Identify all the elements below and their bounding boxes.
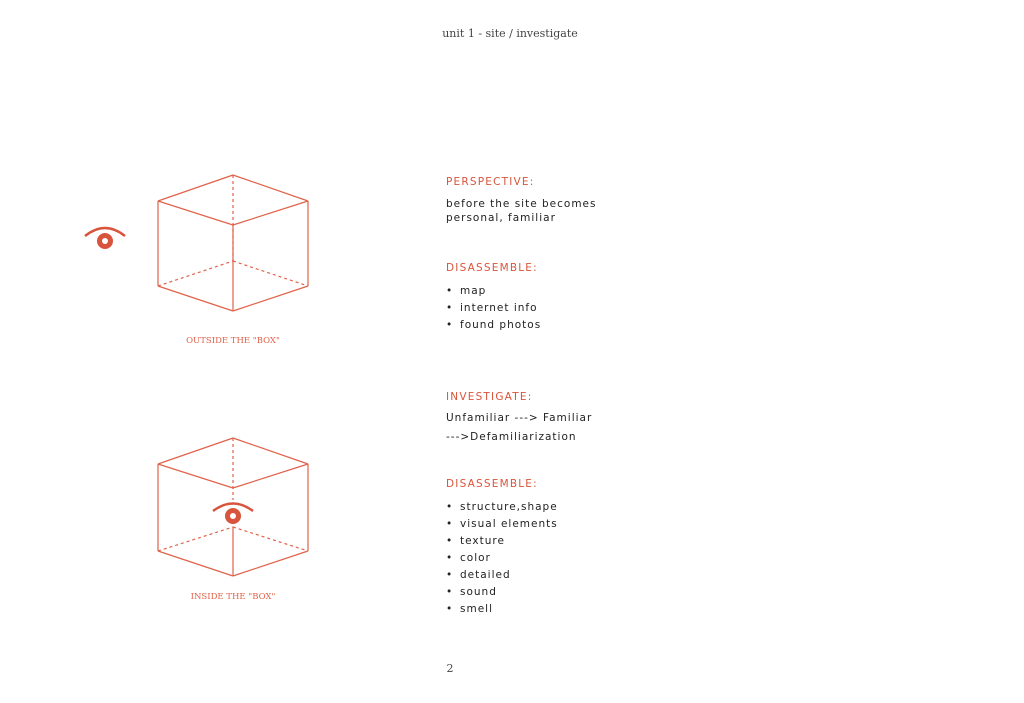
eye-icon [213, 504, 253, 525]
list-item: • sound [446, 584, 558, 601]
cube-icon [158, 438, 308, 576]
cube-icon [158, 175, 308, 311]
list-item: • color [446, 550, 558, 567]
page-number: 2 [446, 662, 454, 675]
list-item: • visual elements [446, 516, 558, 533]
list-item: • smell [446, 601, 558, 618]
text-line: before the site becomes [446, 198, 597, 210]
text-line: --->Defamiliarization [446, 431, 577, 443]
list-item: • structure,shape [446, 499, 558, 516]
investigate-section [446, 391, 592, 443]
list-item: • internet info [446, 300, 541, 317]
outside-box-diagram [75, 165, 325, 315]
section-heading: INVESTIGATE: [446, 391, 533, 403]
list-item: • texture [446, 533, 558, 550]
inside-box-diagram [150, 430, 320, 585]
perspective-text [446, 197, 596, 225]
disassemble-section-1 [446, 262, 541, 334]
section-heading: DISASSEMBLE: [446, 262, 538, 274]
text-line: personal, familiar [446, 212, 556, 224]
eye-icon [85, 228, 125, 249]
text-line: Unfamiliar ---> Familiar [446, 412, 593, 424]
inside-box-caption: INSIDE THE "BOX" [190, 592, 276, 602]
page-header: unit 1 - site / investigate [442, 27, 578, 40]
outside-box-caption: OUTSIDE THE "BOX" [186, 336, 280, 346]
section-heading: DISASSEMBLE: [446, 478, 538, 490]
bullet-list [446, 499, 558, 618]
section-heading: PERSPECTIVE: [446, 176, 535, 188]
perspective-section [446, 176, 596, 225]
bullet-list [446, 283, 541, 334]
list-item: • map [446, 283, 541, 300]
disassemble-section-2 [446, 478, 558, 618]
list-item: • found photos [446, 317, 541, 334]
list-item: • detailed [446, 567, 558, 584]
